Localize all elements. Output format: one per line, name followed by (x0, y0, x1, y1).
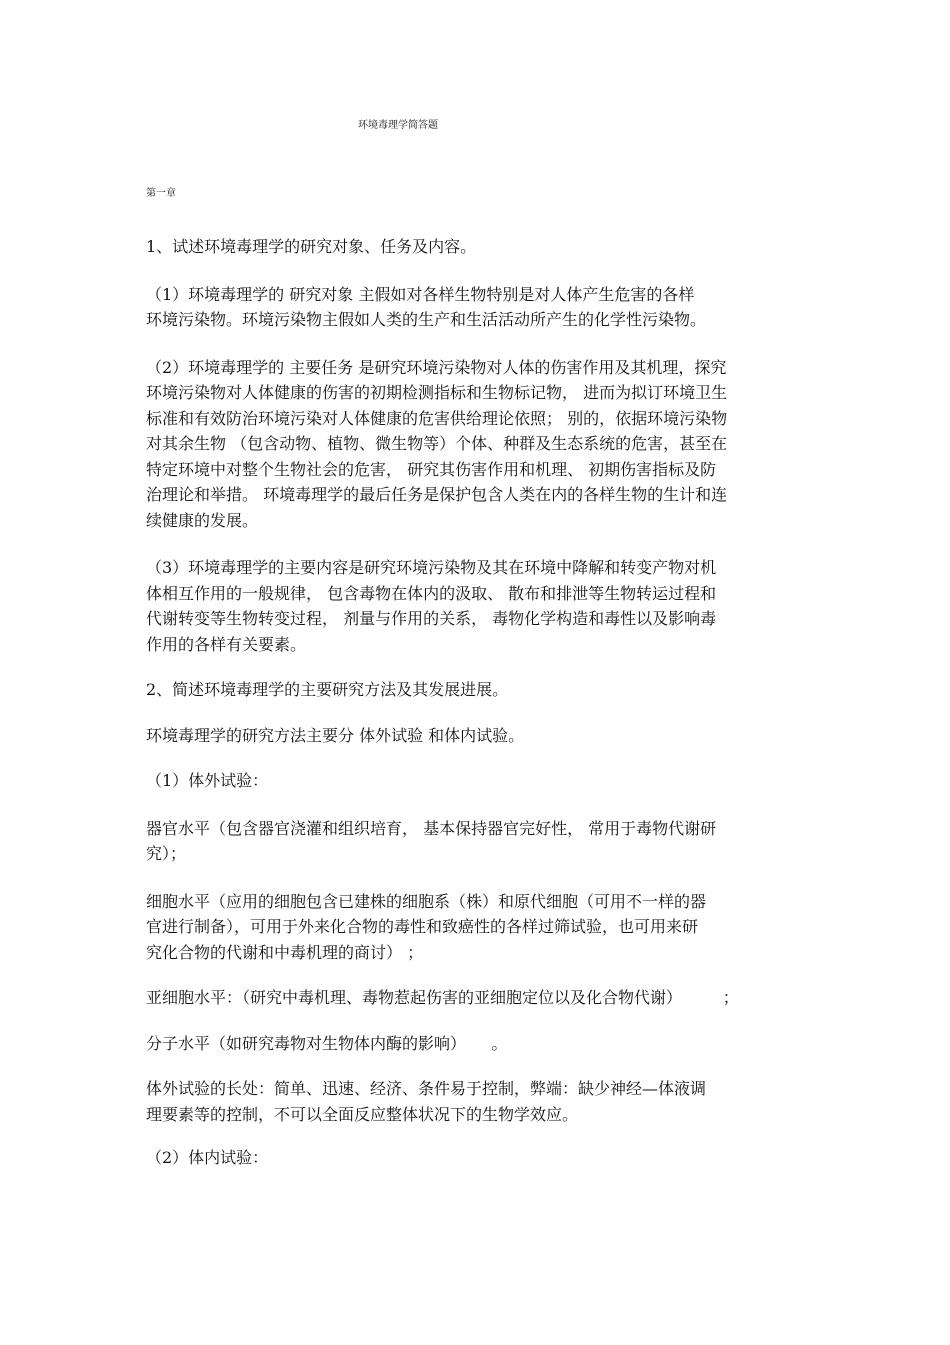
text-line: 器官水平（包含器官浇灌和组织培育， 基本保持器官完好性， 常用于毒物代谢研 (146, 818, 717, 838)
document-body (146, 234, 796, 1171)
text-line: （1）环境毒理学的 研究对象 主假如对各样生物特别是对人体产生危害的各样 (146, 284, 695, 304)
question-2: 2、简述环境毒理学的主要研究方法及其发展进展。 (146, 680, 509, 699)
text-line: 究化合物的代谢和中毒机理的商讨） ； (146, 942, 424, 962)
q1-paragraph-main-content (146, 555, 796, 657)
text-line: 理要素等的控制，不可以全面反应整体状况下的生物学效应。 (146, 1104, 579, 1124)
text-line: 标准和有效防治环境污染对人体健康的危害供给理论依照； 别的，依据环境污染物 (146, 408, 728, 428)
text-line: （3）环境毒理学的主要内容是研究环境污染物及其在环境中降解和转变产物对机 (146, 558, 717, 577)
text-line: 体相互作用的一般规律， 包含毒物在体内的汲取、 散布和排泄等生物转运过程和 (146, 583, 717, 603)
text-line: 究）； (146, 844, 187, 863)
pros-cons-paragraph (146, 1076, 796, 1127)
text-line: 环境污染物。环境污染物主假如人类的生产和生活活动所产生的化学性污染物。 (146, 310, 707, 329)
q2-intro: 环境毒理学的研究方法主要分 体外试验 和体内试验。 (146, 725, 525, 745)
cell-level-paragraph (146, 889, 796, 966)
question-1: 1、试述环境毒理学的研究对象、任务及内容。 (146, 237, 477, 256)
text-line: 环境污染物对人体健康的伤害的初期检测指标和生物标记物， 进而为拟订环境卫生 (146, 383, 728, 402)
text-line: 续健康的发展。 (146, 510, 259, 530)
chapter-heading: 第一章 (146, 188, 176, 199)
organ-level-paragraph (146, 816, 796, 867)
subcell-level-paragraph: 亚细胞水平：（研究中毒机理、毒物惹起伤害的亚细胞定位以及化合物代谢） ； (146, 988, 739, 1007)
text-line: 细胞水平（应用的细胞包含已建株的细胞系（株）和原代细胞（可用不一样的器 (146, 891, 707, 911)
text-line: 对其余生物 （包含动物、植物、微生物等）个体、种群及生态系统的危害，甚至在 (146, 434, 728, 453)
q1-paragraph-research-object (146, 282, 796, 333)
in-vitro-heading: （1）体外试验： (146, 771, 269, 790)
text-line: 代谢转变等生物转变过程， 剂量与作用的关系， 毒物化学构造和毒性以及影响毒 (146, 609, 717, 628)
document-title: 环境毒理学简答题 (358, 120, 438, 131)
text-line: 特定环境中对整个生物社会的危害， 研究其伤害作用和机理、 初期伤害指标及防 (146, 459, 717, 479)
molecular-level-paragraph: 分子水平（如研究毒物对生物体内酶的影响） 。 (146, 1033, 508, 1053)
text-line: （2）环境毒理学的 主要任务 是研究环境污染物对人体的伤害作用及其机理，探究 (146, 357, 727, 377)
q1-paragraph-main-task (146, 355, 796, 534)
text-line: 治理论和举措。 环境毒理学的最后任务是保护包含人类在内的各样生物的生计和连 (146, 485, 728, 504)
text-line: 作用的各样有关要素。 (146, 634, 307, 654)
text-line: 官进行制备），可用于外来化合物的毒性和致癌性的各样过筛试验，也可用来研 (146, 917, 699, 936)
in-vivo-heading: （2）体内试验： (146, 1148, 269, 1167)
text-line: 体外试验的长处：简单、迅速、经济、条件易于控制，弊端：缺少神经—体液调 (146, 1079, 707, 1098)
